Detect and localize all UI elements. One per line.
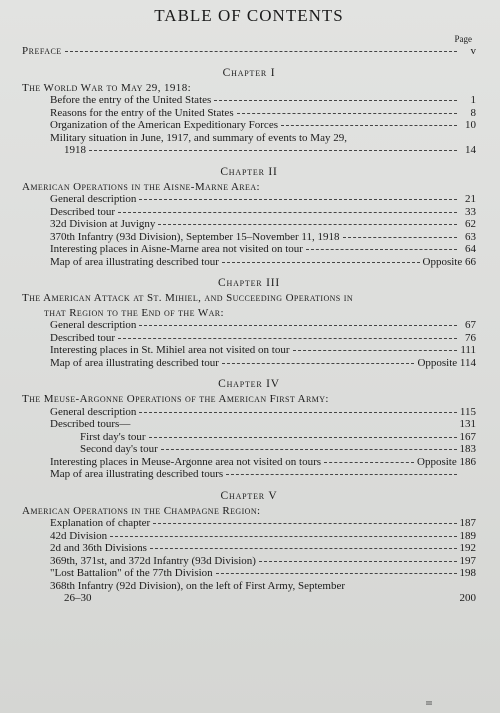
toc-entry[interactable] (22, 530, 476, 543)
toc-entry[interactable] (22, 567, 476, 580)
entry-label: Map of area illustrating described tour (50, 255, 219, 268)
entry-label-line1: 368th Infantry (92d Division), on the left of First Army, September (50, 579, 346, 592)
entry-page: 10 (465, 119, 476, 131)
entry-page: 76 (465, 331, 476, 344)
entry-label: 370th Infantry (93d Division), September 15–November 11, 1918 (50, 230, 340, 243)
entry-label: 42d Division (50, 529, 108, 542)
entry-page: 111 (460, 344, 476, 356)
page-column-label: Page (454, 34, 472, 44)
leader-dots (222, 363, 415, 364)
entry-label: General description (50, 405, 137, 418)
leader-dots (110, 536, 456, 537)
toc-entry[interactable] (22, 231, 476, 244)
toc-entry[interactable] (22, 193, 476, 206)
leader-dots (306, 249, 457, 250)
entry-label: Map of area illustrating described tours (50, 468, 224, 480)
entry-label-line1: Military situation in June, 1917, and summary of events to May 29, (50, 131, 347, 144)
entry-page: v (470, 45, 476, 57)
entry-page: Opposite 186 (417, 455, 476, 468)
entry-page: 197 (459, 554, 476, 567)
leader-dots (226, 474, 457, 475)
entry-page: 8 (470, 106, 476, 119)
entry-label: Described tours— (50, 418, 131, 430)
section-title: The Meuse-Argonne Operations of the American First Army: (22, 393, 329, 405)
toc-entry-wrapped[interactable] (22, 580, 476, 605)
section-title: The American Attack at St. Mihiel, and Succeeding Operations in (22, 292, 354, 304)
entry-page: Opposite 66 (422, 255, 476, 268)
section-title: The World War to May 29, 1918: (22, 81, 192, 94)
leader-dots (293, 350, 457, 351)
entry-label: Reasons for the entry of the United States (50, 106, 234, 119)
toc-entry[interactable] (22, 418, 476, 431)
leader-dots (65, 51, 457, 52)
entry-label-line2: 1918 (64, 144, 86, 156)
leader-dots (118, 338, 457, 339)
entry-page: 198 (459, 567, 476, 579)
toc-entry[interactable] (22, 332, 476, 345)
entry-label: Explanation of chapter (50, 517, 151, 529)
leader-dots (153, 523, 456, 524)
entry-label: "Lost Battalion" of the 77th Division (50, 567, 213, 579)
entry-page: Opposite 114 (417, 356, 476, 369)
leader-dots (216, 573, 457, 574)
chapter-heading: Chapter V (220, 489, 278, 502)
section-title: American Operations in the Aisne-Marne Area: (22, 180, 260, 193)
leader-dots (139, 199, 457, 200)
entry-label: Organization of the American Expeditionary Forces (50, 119, 278, 131)
toc-entry[interactable] (22, 119, 476, 132)
toc-entry[interactable] (22, 256, 476, 269)
toc-entry[interactable] (22, 468, 476, 481)
entry-label: 2d and 36th Divisions (50, 542, 147, 554)
leader-dots (150, 548, 457, 549)
toc-entry[interactable] (22, 206, 476, 219)
leader-dots (343, 237, 457, 238)
toc-entry[interactable] (22, 456, 476, 469)
entry-page: 67 (465, 319, 476, 331)
entry-label: Map of area illustrating described tour (50, 356, 219, 369)
entry-label: Second day's tour (80, 443, 158, 455)
leader-dots (161, 449, 457, 450)
toc-entry[interactable] (22, 555, 476, 568)
toc-entry[interactable] (22, 542, 476, 555)
entry-page: 1 (470, 94, 476, 106)
entry-page: 192 (459, 542, 476, 554)
leader-dots (237, 113, 457, 114)
entry-page: 63 (465, 230, 476, 243)
toc-entry[interactable] (22, 431, 476, 444)
entry-label: General description (50, 193, 137, 205)
leader-dots (324, 462, 414, 463)
toc-entry[interactable] (22, 319, 476, 332)
entry-page: 187 (459, 517, 476, 529)
entry-page: 64 (465, 243, 476, 255)
leader-dots (281, 125, 457, 126)
entry-label: Preface (22, 45, 62, 57)
entry-label: General description (50, 319, 137, 331)
entry-label: Interesting places in Aisne-Marne area not visited on tour (50, 243, 303, 255)
section-title: American Operations in the Champagne Region: (22, 504, 261, 517)
toc-entry[interactable] (22, 344, 476, 357)
toc-entry-wrapped[interactable] (22, 132, 476, 157)
leader-dots (259, 561, 457, 562)
entry-continuation (50, 144, 476, 157)
toc-entry[interactable] (22, 107, 476, 120)
entry-page: 115 (459, 405, 476, 418)
toc-entry[interactable] (22, 218, 476, 231)
toc-entry[interactable] (22, 357, 476, 370)
toc-entry[interactable] (22, 406, 476, 419)
toc-entry[interactable] (22, 94, 476, 107)
toc-entry-preface[interactable] (22, 45, 476, 58)
entry-page: 167 (459, 430, 476, 443)
page-folio: iii (426, 697, 432, 707)
leader-dots (149, 437, 457, 438)
entry-page: 131 (459, 418, 476, 430)
leader-dots (214, 100, 457, 101)
entry-label: Described tour (50, 205, 116, 218)
entry-label: First day's tour (80, 430, 146, 443)
entry-label: Interesting places in St. Mihiel area not visited on tour (50, 344, 290, 356)
leader-dots (139, 325, 457, 326)
leader-dots (139, 412, 456, 413)
toc-entry[interactable] (22, 243, 476, 256)
leader-dots (158, 224, 457, 225)
entry-label: Described tour (50, 331, 116, 344)
leader-dots (118, 212, 457, 213)
leader-dots (222, 262, 420, 263)
chapter-heading: Chapter IV (218, 378, 280, 390)
chapter-heading: Chapter II (220, 165, 278, 178)
entry-label: Interesting places in Meuse-Argonne area not visited on tours (50, 455, 322, 468)
page-title: TABLE OF CONTENTS (154, 6, 344, 25)
entry-page: 33 (465, 205, 476, 218)
toc-entry[interactable] (22, 443, 476, 456)
entry-label: 32d Division at Juvigny (50, 218, 156, 230)
chapter-heading: Chapter III (218, 277, 280, 289)
entry-label: 369th, 371st, and 372d Infantry (93d Division) (50, 554, 256, 567)
leader-dots (89, 150, 457, 151)
entry-page: 200 (459, 592, 476, 604)
entry-page: 183 (459, 443, 476, 455)
entry-label: Before the entry of the United States (50, 94, 212, 106)
entry-continuation (50, 592, 476, 605)
entry-page: 62 (465, 218, 476, 230)
chapter-heading: Chapter I (222, 66, 276, 79)
section-title-continued: that Region to the End of the War: (44, 306, 224, 319)
entry-page: 189 (459, 529, 476, 542)
entry-label-line2: 26–30 (64, 592, 92, 604)
entry-page: 21 (465, 193, 476, 205)
toc-entry[interactable] (22, 517, 476, 530)
entry-page: 14 (465, 144, 476, 156)
